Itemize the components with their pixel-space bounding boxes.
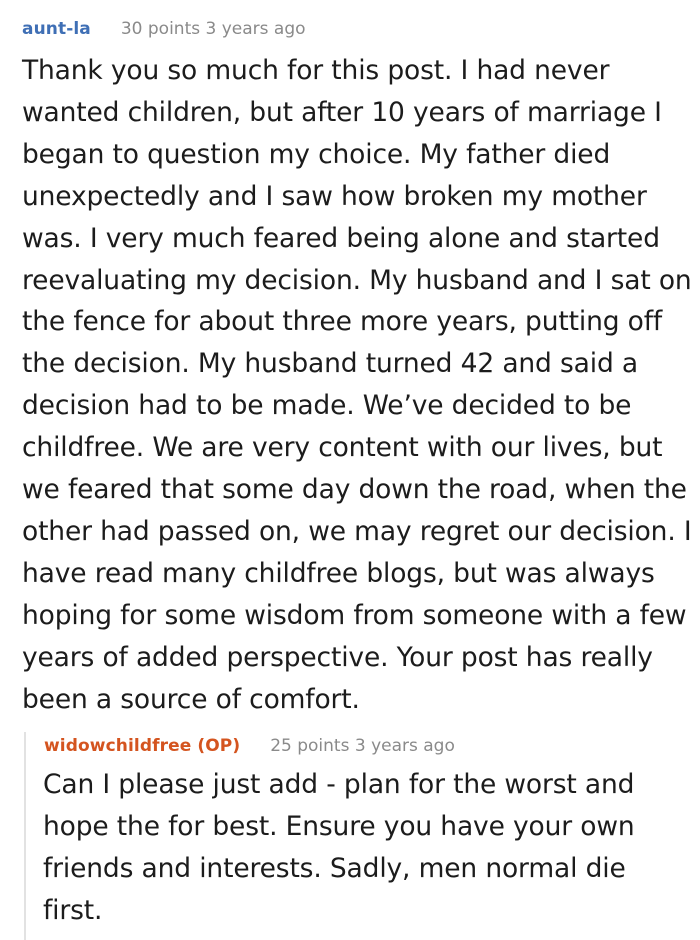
reply-age[interactable]: 3 years ago	[354, 736, 455, 756]
reply-score-and-age	[270, 736, 455, 756]
comment-points: 30 points	[120, 19, 201, 39]
comment-author-link[interactable]: aunt-la	[22, 19, 91, 39]
reply-author-link[interactable]: widowchildfree (OP)	[44, 736, 241, 756]
comment-meta	[22, 19, 306, 43]
comment-score-and-age	[121, 19, 306, 39]
reply-meta	[44, 736, 455, 760]
comment-age[interactable]: 3 years ago	[205, 19, 306, 39]
reply-body: Can I please just add - plan for the worst and hope the for best. Ensure you have your own friends and interests. Sadly, men normal die first.	[43, 769, 635, 926]
thread-line[interactable]	[24, 732, 26, 940]
comment-body: Thank you so much for this post. I had never wanted children, but after 10 years of marriage I began to question my choice. My father died unexpectedly and I saw how broken my mother was. I very much feared being alone and started reevaluating my decision. My husband and I sat on the fence for about three more years, putting off the decision. My husband turned 42 and said a decision had to be made. We’ve decided to be childfree. We are very content with our lives, but we feared that some day down the road, when the other had passed on, we may regret our decision. I have read many childfree blogs, but was always hoping for some wisdom from someone with a few years of added perspective. Your post has really been a source of comfort.	[22, 55, 692, 715]
reply-points: 25 points	[270, 736, 350, 756]
